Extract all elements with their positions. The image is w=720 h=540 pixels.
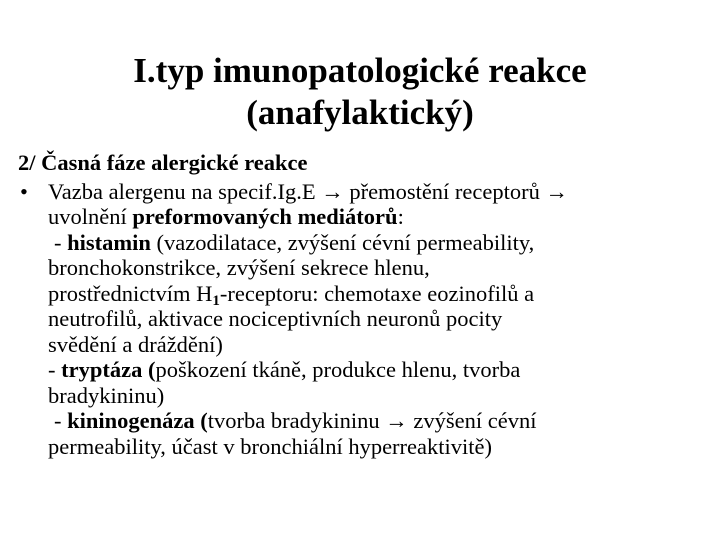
tryptaza-line-2: bradykininu) — [48, 382, 165, 408]
histamin-dash: - — [54, 229, 68, 255]
bullet-icon: • — [20, 178, 28, 204]
bullet-line2-end: : — [397, 204, 404, 229]
histamin-subscript: 1 — [212, 292, 220, 309]
bullet-line2-plain: uvolnění — [48, 204, 133, 229]
bullet-text-line-1: Vazba alergenu na specif.Ig.E → přemostění receptorů → — [48, 178, 569, 204]
bullet-item — [18, 179, 708, 230]
tryptaza-dash: - — [48, 357, 62, 382]
histamin-line-3 — [48, 281, 708, 307]
tryptaza-line-1 — [48, 357, 708, 383]
histamin-line-1 — [48, 230, 708, 256]
mediator-tryptaza — [18, 357, 708, 408]
bullet-text-line-2 — [48, 204, 708, 230]
section-heading: 2/ Časná fáze alergické reakce — [18, 150, 308, 175]
title-line-1: I.typ imunopatologické reakce — [133, 51, 587, 90]
histamin-line-4: neutrofilů, aktivace nociceptivních neuronů pocity — [48, 306, 503, 331]
histamin-text-3b: -receptoru: chemotaxe eozinofilů a — [219, 280, 535, 306]
histamin-line-5: svědění a dráždění) — [48, 331, 223, 357]
slide-body — [18, 150, 708, 459]
tryptaza-text-1: poškození tkáně, produkce hlenu, tvorba — [155, 357, 521, 382]
histamin-text-3a: prostřednictvím H — [48, 280, 213, 306]
tryptaza-name: tryptáza ( — [61, 357, 156, 382]
kininogenaza-line-1 — [48, 408, 708, 434]
mediator-histamin — [18, 230, 708, 358]
kininogenaza-dash: - — [54, 408, 68, 433]
histamin-text-1: (vazodilatace, zvýšení cévní permeability, — [150, 229, 535, 255]
histamin-name: histamin — [67, 229, 151, 255]
kininogenaza-name: kininogenáza ( — [67, 408, 208, 433]
histamin-line-2: bronchokonstrikce, zvýšení sekrece hlenu, — [48, 255, 430, 280]
title-line-2: (anafylaktický) — [246, 93, 474, 132]
kininogenaza-line-2: permeability, účast v bronchiální hyperreaktivitě) — [48, 433, 493, 459]
bullet-line2-bold: preformovaných mediátorů — [132, 204, 398, 229]
slide-title — [0, 50, 720, 134]
kininogenaza-text-1: tvorba bradykininu → zvýšení cévní — [207, 408, 537, 433]
mediator-kininogenaza — [18, 408, 708, 459]
